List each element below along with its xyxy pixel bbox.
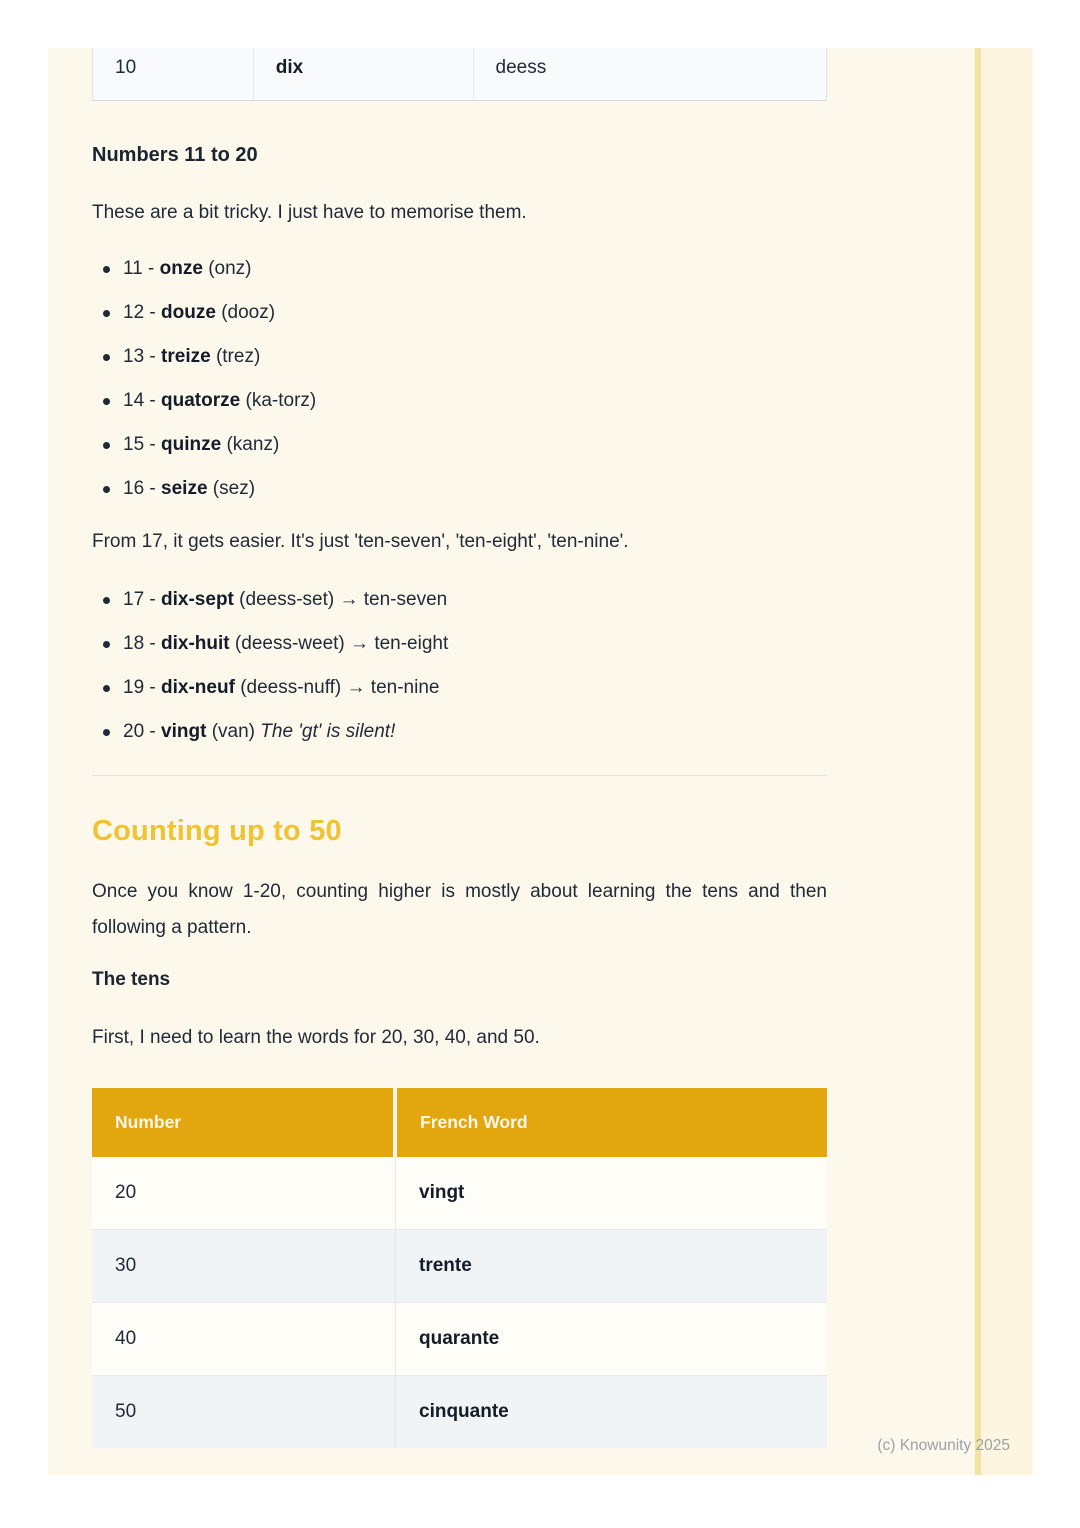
item-word: treize	[161, 346, 211, 367]
item-meaning: ten-eight	[374, 633, 449, 654]
item-number: 20	[123, 721, 145, 742]
intro-paragraph: These are a bit tricky. I just have to memorise them.	[92, 202, 527, 223]
cell-number: 20	[115, 1182, 137, 1203]
item-word: vingt	[161, 721, 207, 742]
table-row	[92, 1303, 827, 1376]
item-number: 16	[123, 478, 145, 499]
item-word: seize	[161, 478, 208, 499]
item-pron: (dooz)	[221, 302, 276, 323]
item-number: 13	[123, 346, 145, 367]
teen-numbers-list	[92, 588, 827, 744]
bullet-icon	[103, 310, 110, 317]
cell-number: 30	[115, 1255, 137, 1276]
tens-table-header-row	[92, 1088, 827, 1157]
item-word: onze	[159, 258, 203, 279]
subheading-the-tens: The tens	[92, 969, 171, 990]
item-number: 15	[123, 434, 145, 455]
item-word: dix-neuf	[161, 677, 235, 698]
item-word: quatorze	[161, 390, 241, 411]
item-number: 11	[123, 258, 143, 279]
section-divider	[92, 775, 827, 776]
table-row	[92, 1230, 827, 1303]
lead-paragraph: First, I need to learn the words for 20, 30, 40, and 50.	[92, 1027, 540, 1048]
item-pron: (van)	[211, 721, 255, 742]
item-number: 18	[123, 633, 145, 654]
tricky-numbers-list	[92, 257, 827, 501]
tens-table	[92, 1088, 827, 1448]
table-cell-french-word: dix	[254, 48, 474, 100]
section-heading-counting-up-to-50: Counting up to 50	[92, 815, 342, 847]
cell-number: 50	[115, 1401, 137, 1422]
bullet-icon	[103, 442, 110, 449]
bridge-paragraph: From 17, it gets easier. It's just 'ten-seven', 'ten-eight', 'ten-nine'.	[92, 531, 629, 552]
arrow-icon: →	[346, 677, 366, 698]
cell-french-word: quarante	[395, 1303, 827, 1375]
item-note: The 'gt' is silent!	[260, 721, 396, 742]
item-pron: (trez)	[215, 346, 261, 367]
bullet-icon	[103, 641, 110, 648]
counting-intro-paragraph: Once you know 1-20, counting higher is mostly about learning the tens and then following a pattern.	[92, 881, 827, 938]
item-number: 12	[123, 302, 145, 323]
copyright-note: (c) Knowunity 2025	[877, 1437, 1010, 1454]
list-item: 20 - vingt (van) The 'gt' is silent!	[92, 720, 827, 744]
page-edge-accent	[975, 48, 1033, 1475]
arrow-icon: →	[339, 589, 359, 610]
list-item: 13 - treize (trez)	[92, 345, 827, 369]
cell-french-word: trente	[395, 1230, 827, 1302]
bullet-icon	[103, 266, 110, 273]
item-number: 19	[123, 677, 145, 698]
bullet-icon	[103, 685, 110, 692]
page-content	[92, 48, 827, 1448]
bullet-icon	[103, 486, 110, 493]
numbers-1-10-table-row	[92, 48, 827, 101]
bullet-icon	[103, 354, 110, 361]
bullet-icon	[103, 597, 110, 604]
cell-number: 40	[115, 1328, 137, 1349]
list-item: 18 - dix-huit (deess-weet) → ten-eight	[92, 632, 827, 656]
list-item: 11 - onze (onz)	[92, 257, 827, 281]
list-item: 15 - quinze (kanz)	[92, 433, 827, 457]
cell-french-word: cinquante	[395, 1376, 827, 1448]
list-item: 19 - dix-neuf (deess-nuff) → ten-nine	[92, 676, 827, 700]
item-pron: (deess-weet)	[234, 633, 345, 654]
tens-table-header-number: Number	[92, 1088, 393, 1157]
tens-table-header-french-word: French Word	[397, 1088, 827, 1157]
table-row	[92, 1376, 827, 1448]
list-item: 12 - douze (dooz)	[92, 301, 827, 325]
item-pron: (deess-set)	[239, 589, 335, 610]
list-item: 16 - seize (sez)	[92, 477, 827, 501]
item-number: 14	[123, 390, 145, 411]
item-pron: (deess-nuff)	[240, 677, 342, 698]
item-meaning: ten-nine	[370, 677, 440, 698]
table-row	[92, 1157, 827, 1230]
table-cell-pronunciation: deess	[495, 57, 547, 78]
arrow-icon: →	[350, 633, 370, 654]
section-heading-numbers-11-20: Numbers 11 to 20	[92, 144, 258, 166]
bullet-icon	[103, 398, 110, 405]
item-meaning: ten-seven	[363, 589, 448, 610]
item-pron: (ka-torz)	[245, 390, 317, 411]
page	[48, 48, 1033, 1475]
item-word: dix-huit	[161, 633, 230, 654]
bullet-icon	[103, 729, 110, 736]
list-item: 14 - quatorze (ka-torz)	[92, 389, 827, 413]
list-item: 17 - dix-sept (deess-set) → ten-seven	[92, 588, 827, 612]
table-cell-number: 10	[93, 48, 254, 100]
cell-french-word: vingt	[395, 1157, 827, 1229]
item-word: quinze	[161, 434, 222, 455]
item-pron: (kanz)	[226, 434, 280, 455]
item-word: douze	[161, 302, 216, 323]
item-number: 17	[123, 589, 145, 610]
item-word: dix-sept	[161, 589, 234, 610]
item-pron: (onz)	[208, 258, 252, 279]
item-pron: (sez)	[212, 478, 256, 499]
